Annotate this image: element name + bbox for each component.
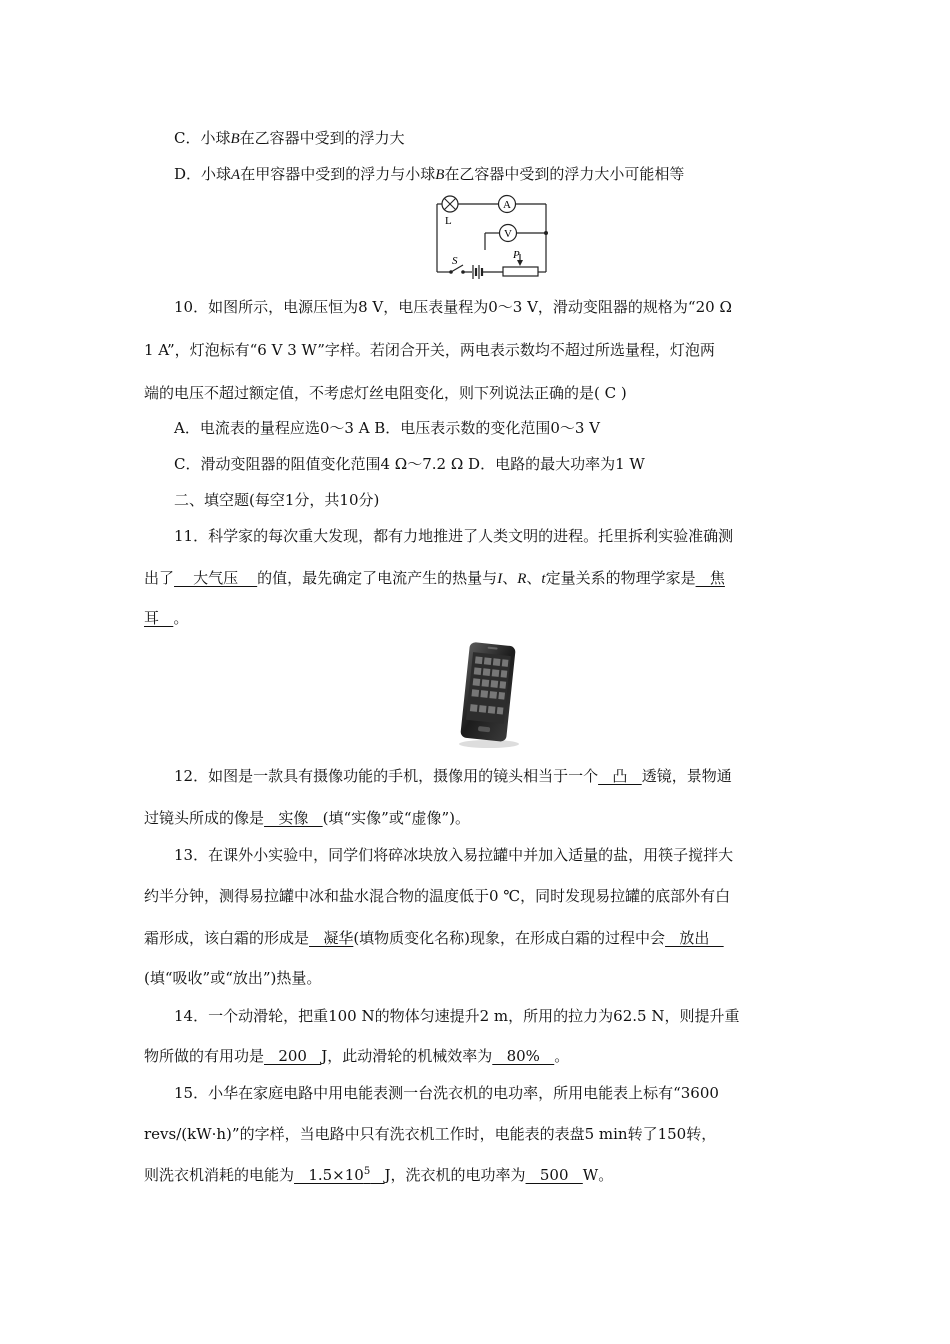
text: 透镜，景物通 [641, 767, 732, 785]
q13-line-3 [144, 928, 724, 948]
answer-blank: 500 [525, 1166, 583, 1184]
text: 过镜头所成的像是 [144, 809, 265, 827]
variable-r: R [517, 571, 527, 587]
text: 在乙容器中受到的浮力大 [239, 129, 405, 147]
lamp-icon [442, 196, 458, 212]
answer-blank: 凝华 [309, 929, 354, 947]
exponent: 5 [363, 1166, 371, 1177]
text: 的值，最先确定了电流产生的热量与 [257, 569, 498, 587]
answer-blank [294, 1166, 385, 1184]
text: 、 [526, 569, 542, 587]
lamp-label: L [445, 215, 452, 227]
rheostat-icon [503, 260, 538, 276]
q12-line-1 [174, 766, 732, 786]
q10-options-ab: A．电流表的量程应选0～3 A B．电压表示数的变化范围0～3 V [174, 419, 601, 437]
q9-option-d [174, 164, 684, 185]
answer-blank: 凸 [598, 767, 642, 785]
q14-line-1: 14．一个动滑轮，把重100 N的物体匀速提升2 m，所用的拉力为62.5 N，则提升重 [174, 1007, 740, 1025]
text: (填物质变化名称)现象，在形成白霜的过程中会 [353, 929, 666, 947]
q13-line-2: 约半分钟，测得易拉罐中冰和盐水混合物的温度低于0 ℃，同时发现易拉罐的底部外有白 [144, 887, 731, 905]
answer-value: 1.5×10 [294, 1166, 364, 1184]
q10-line-3: 端的电压不超过额定值，不考虑灯丝电阻变化，则下列说法正确的是( C ) [144, 384, 627, 402]
text: J，洗衣机的电功率为 [384, 1166, 526, 1184]
answer-blank: 焦 [695, 569, 725, 587]
text: 出了 [144, 569, 175, 587]
variable-t: t [541, 571, 546, 587]
q11-line-2 [144, 568, 725, 589]
text: 霜形成，该白霜的形成是 [144, 929, 310, 947]
battery-icon [473, 265, 482, 279]
text: 。 [173, 609, 189, 627]
text: 12．如图是一款具有摄像功能的手机，摄像用的镜头相当于一个 [174, 767, 599, 785]
voltmeter-label: V [504, 228, 512, 240]
section-heading: 二、填空题(每空1分，共10分) [174, 491, 380, 509]
text: 。 [554, 1047, 570, 1065]
text: 则洗衣机消耗的电能为 [144, 1166, 295, 1184]
q9-option-c [174, 128, 405, 149]
answer-blank: 大气压 [174, 569, 258, 587]
q10-options-cd: C．滑动变阻器的阻值变化范围4 Ω～7.2 Ω D．电路的最大功率为1 W [174, 455, 645, 473]
switch-label: S [452, 255, 458, 267]
text: (填“实像”或“虚像”)。 [322, 809, 471, 827]
ammeter-label: A [503, 199, 511, 211]
circuit-diagram [425, 192, 560, 282]
text: 物所做的有用功是 [144, 1047, 265, 1065]
answer-blank: 80% [492, 1047, 555, 1065]
q15-line-1: 15．小华在家庭电路中用电能表测一台洗衣机的电功率，所用电能表上标有“3600 [174, 1084, 719, 1102]
junction-dot [544, 231, 548, 235]
q11-line-1: 11．科学家的每次重大发现，都有力地推进了人类文明的进程。托里拆利实验准确测 [174, 527, 734, 545]
blank-tail [370, 1166, 384, 1184]
text: 在乙容器中受到的浮力大小可能相等 [444, 165, 685, 183]
q15-line-2: revs/(kW·h)”的字样，当电路中只有洗衣机工作时，电能表的表盘5 min转了150转， [144, 1125, 717, 1143]
phone-illustration [455, 640, 523, 750]
text: C．小球 [174, 129, 231, 147]
q13-line-1: 13．在课外小实验中，同学们将碎冰块放入易拉罐中并加入适量的盐，用筷子搅拌大 [174, 846, 734, 864]
variable-i: I [497, 571, 503, 587]
slider-label: P [513, 249, 520, 261]
answer-blank: 放出 [665, 929, 724, 947]
q11-line-3 [144, 608, 188, 628]
q10-line-1: 10．如图所示，电源压恒为8 V，电压表量程为0～3 V，滑动变阻器的规格为“20 Ω [174, 298, 732, 316]
q14-line-2 [144, 1046, 569, 1066]
variable-b: B [230, 131, 240, 147]
q15-line-3 [144, 1165, 613, 1185]
text: J，此动滑轮的机械效率为 [321, 1047, 493, 1065]
q12-line-2 [144, 808, 470, 828]
text: 、 [502, 569, 518, 587]
text: D．小球 [174, 165, 232, 183]
q10-line-2: 1 A”，灯泡标有“6 V 3 W”字样。若闭合开关，两电表示数均不超过所选量程，灯泡两 [144, 341, 715, 359]
variable-a: A [231, 167, 241, 183]
q13-line-4: (填“吸收”或“放出”)热量。 [144, 969, 322, 987]
text: 在甲容器中受到的浮力与小球 [240, 165, 436, 183]
answer-blank: 实像 [264, 809, 323, 827]
text: W。 [582, 1166, 614, 1184]
answer-blank: 200 [264, 1047, 322, 1065]
text: 定量关系的物理学家是 [545, 569, 696, 587]
answer-blank: 耳 [144, 609, 174, 627]
variable-b: B [435, 167, 445, 183]
